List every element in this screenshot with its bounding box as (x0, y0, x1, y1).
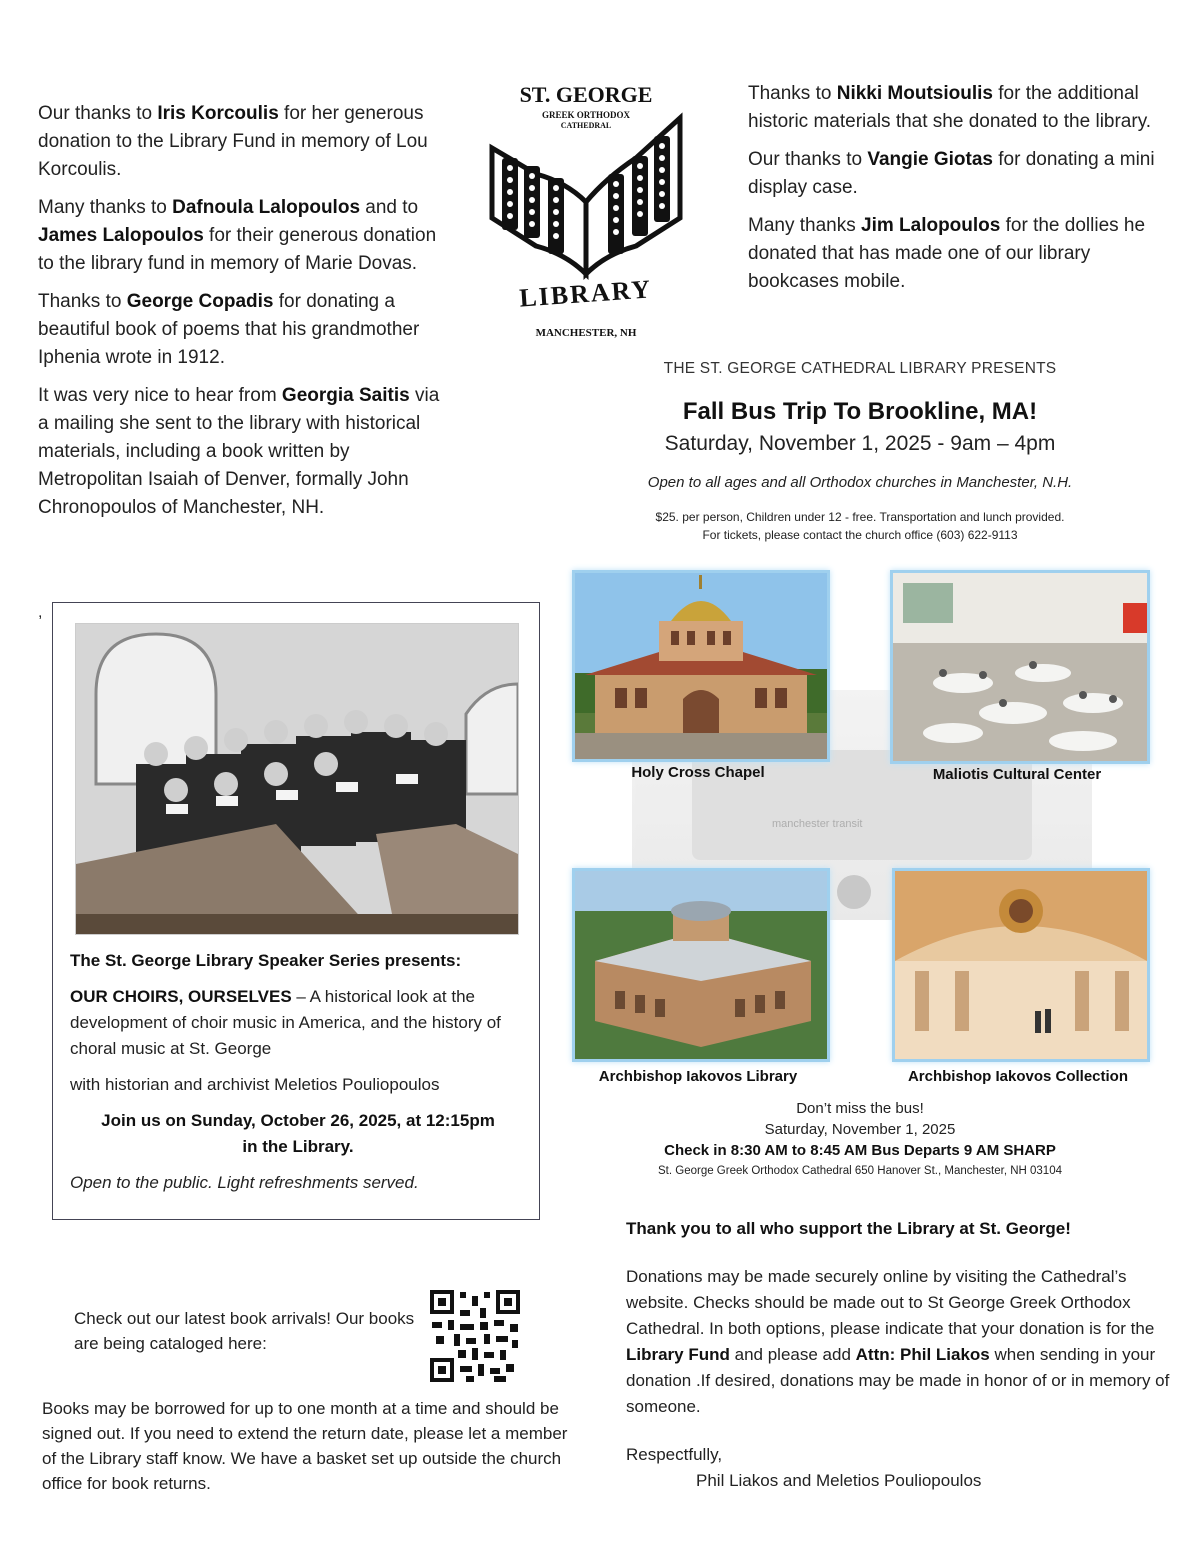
holy-cross-chapel-photo (572, 570, 830, 762)
caption-iakovos-collection: Archbishop Iakovos Collection (907, 1068, 1129, 1085)
speaker-description: OUR CHOIRS, OURSELVES – A historical look at the development of choir music in America, and the history of choral music at St. George (70, 987, 501, 1058)
thanks-moutsioulis: Thanks to Nikki Moutsioulis for the additional historic materials that she donated to the library. (748, 83, 1152, 132)
iakovos-collection-photo (892, 868, 1150, 1062)
speaker-join-1: Join us on Sunday, October 26, 2025, at 12:15pm (101, 1111, 495, 1130)
book-logo-icon (486, 78, 686, 348)
library-logo (486, 78, 686, 348)
speaker-heading: The St. George Library Speaker Series presents: (70, 951, 462, 970)
logo-line1: ST. GEORGE (519, 82, 653, 107)
thanks-giotas: Our thanks to Vangie Giotas for donating a mini display case. (748, 149, 1155, 198)
borrow-policy: Books may be borrowed for up to one month at a time and should be signed out. If you need to extend the return date, please let a member of the Library staff know. We have a basket set up outside the church office for book returns. (42, 1399, 568, 1493)
caption-holy-cross: Holy Cross Chapel (631, 764, 765, 781)
thanks-copadis: Thanks to George Copadis for donating a beautiful book of poems that his grandmother Iphenia wrote in 1912. (38, 291, 420, 368)
donations-heading: Thank you to all who support the Library at St. George! (626, 1219, 1071, 1238)
logo-line2: GREEK ORTHODOX (542, 110, 630, 120)
thanks-korcoulis: Our thanks to Iris Korcoulis for her generous donation to the Library Fund in memory of Lou Korcoulis. (38, 103, 428, 180)
trip-date: Saturday, November 1, 2025 - 9am – 4pm (664, 432, 1056, 455)
logo-line5: MANCHESTER, NH (535, 327, 637, 339)
donations-text: Donations may be made securely online by visiting the Cathedral’s website. Checks should be made out to St George Greek Orthodox Cathedral. In both options, please indicate that your donation is for the Library Fund and please add Attn: Phil Liakos when sending in your donation .If desired, donations may be made in honor of or in memory of someone. (626, 1267, 1170, 1416)
thanks-lalopoulos: Many thanks to Dafnoula Lalopoulos and to James Lalopoulos for their generous donation to the library fund in memory of Marie Dovas. (38, 197, 437, 274)
iakovos-library-photo (572, 868, 830, 1062)
speaker-open: Open to the public. Light refreshments served. (70, 1173, 419, 1192)
maliotis-center-photo (890, 570, 1150, 764)
right-thanks-column (748, 80, 1173, 306)
signers: Phil Liakos and Meletios Pouliopoulos (696, 1471, 982, 1490)
trip-title: Fall Bus Trip To Brookline, MA! (682, 398, 1038, 425)
caption-maliotis: Maliotis Cultural Center (932, 766, 1102, 783)
checkin-info: Check in 8:30 AM to 8:45 AM Bus Departs 9 AM SHARP (664, 1142, 1056, 1159)
thanks-saitis: It was very nice to hear from Georgia Saitis via a mailing she sent to the library with historical materials, including a book written by Metropolitan Isaiah of Denver, formally John Chronopoulos of Manchester, NH. (38, 385, 440, 518)
dont-miss: Don’t miss the bus! (796, 1100, 924, 1117)
caption-iakovos-library: Archbishop Iakovos Library (598, 1068, 798, 1085)
trip-price: $25. per person, Children under 12 - free. Transportation and lunch provided. (655, 510, 1065, 524)
trip-presents: THE ST. GEORGE CATHEDRAL LIBRARY PRESENTS (663, 360, 1057, 377)
logo-line4: LIBRARY (518, 274, 654, 313)
dont-miss-date: Saturday, November 1, 2025 (764, 1121, 956, 1138)
dont-miss-block (580, 1098, 1140, 1182)
book-arrivals-text: Check out our latest book arrivals! Our books are being cataloged here: (74, 1309, 415, 1353)
cathedral-address: St. George Greek Orthodox Cathedral 650 Hanover St., Manchester, NH 03104 (658, 1165, 1062, 1177)
trip-tickets: For tickets, please contact the church office (603) 622-9113 (702, 528, 1018, 542)
qr-code-icon[interactable] (430, 1290, 520, 1382)
donations-block (626, 1216, 1186, 1494)
logo-line3: CATHEDRAL (560, 121, 612, 130)
left-thanks-column (38, 100, 448, 532)
speaker-text (70, 948, 526, 1196)
bus-text: manchester transit (772, 818, 863, 830)
thanks-jim-lalopoulos: Many thanks Jim Lalopoulos for the dollies he donated that has made one of our library bookcases mobile. (748, 215, 1146, 292)
closing: Respectfully, (626, 1445, 723, 1464)
trip-price-block (560, 508, 1160, 544)
stray-comma: , (38, 604, 43, 621)
trip-open: Open to all ages and all Orthodox churches in Manchester, N.H. (647, 474, 1073, 491)
speaker-with: with historian and archivist Meletios Pouliopoulos (70, 1075, 440, 1094)
speaker-join-2: in the Library. (242, 1137, 354, 1156)
choir-photo (75, 623, 519, 935)
